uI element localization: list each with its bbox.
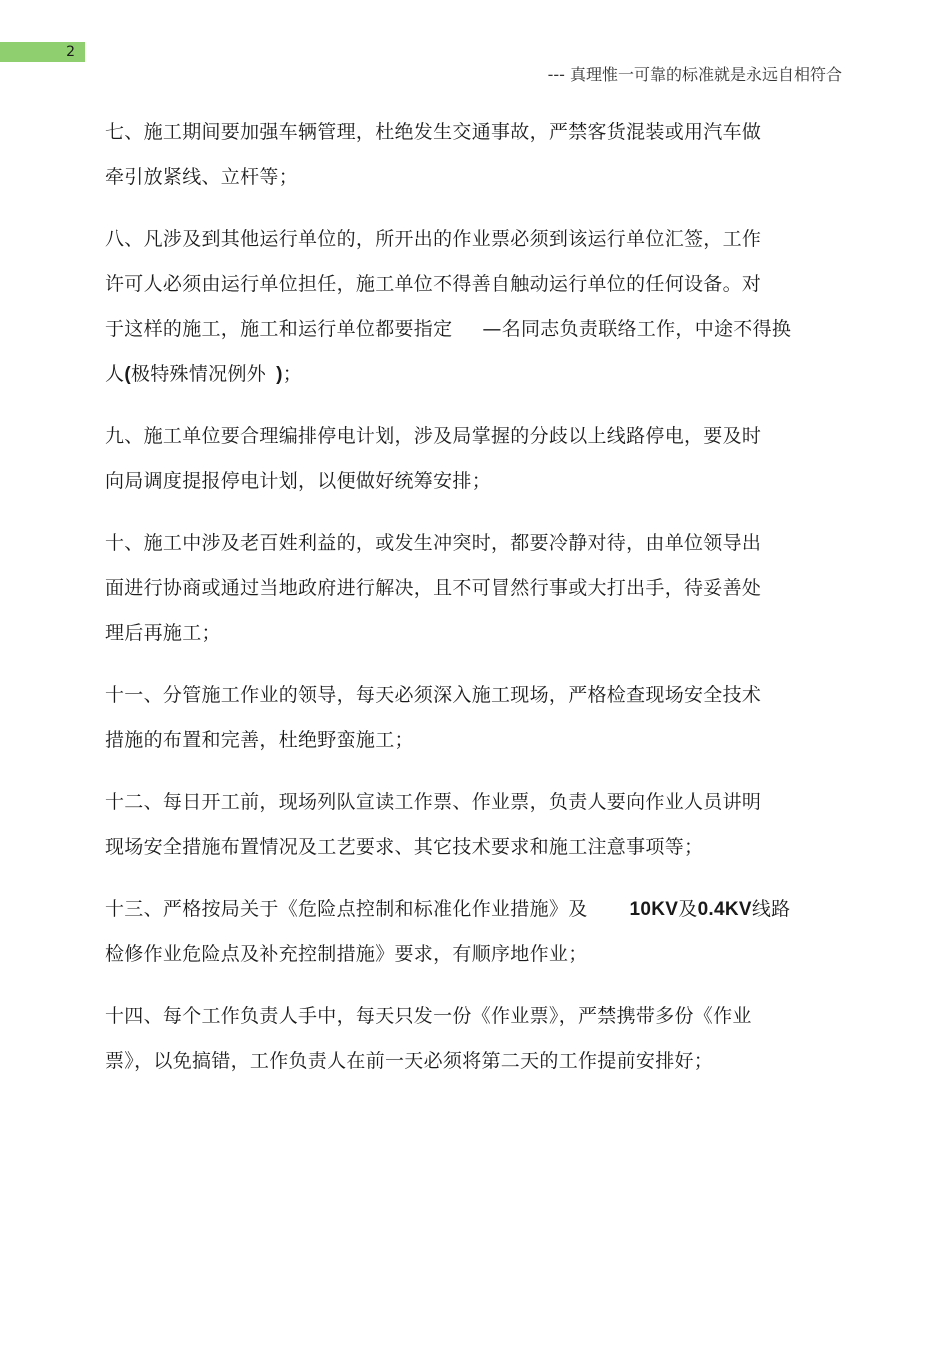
text-segment: 线路 [751,898,791,920]
paragraph-12 [105,780,865,870]
paragraph-line: 现场安全措施布置情况及工艺要求、其它技术要求和施工注意事项等； [105,836,704,858]
document-body [105,110,865,1101]
close-paren: ) [276,364,283,385]
voltage-label: 0.4KV [697,899,752,920]
paragraph-line: 十四、每个工作负责人手中，每天只发一份《作业票》，严禁携带多份《作业 [105,1005,752,1027]
paragraph-line: 措施的布置和完善，杜绝野蛮施工； [105,729,414,751]
paragraph-10 [105,521,865,656]
paragraph-line: 向局调度提报停电计划，以便做好统筹安排； [105,470,492,492]
paragraph-14 [105,994,865,1084]
paragraph-8 [105,217,865,397]
text-segment: —名同志负责联络工作，中途不得换 [482,318,792,340]
text-segment: 于这样的施工，施工和运行单位都要指定 [105,318,453,340]
text-segment: 人 [105,363,125,385]
paragraph-line: 检修作业危险点及补充控制措施》要求，有顺序地作业； [105,943,588,965]
paragraph-line: 面进行协商或通过当地政府进行解决，且不可冒然行事或大打出手，待妥善处 [105,577,762,599]
header-quote: --- 真理惟一可靠的标准就是永远自相符合 [547,65,842,84]
paragraph-line: 票》，以免搞错，工作负责人在前一天必须将第二天的工作提前安排好； [105,1050,714,1072]
paragraph-line [105,307,865,352]
paragraph-line: 十一、分管施工作业的领导，每天必须深入施工现场，严格检查现场安全技术 [105,684,762,706]
page-number-badge: 2 [0,42,85,62]
text-segment: 及 [678,898,698,920]
paragraph-line: 十、施工中涉及老百姓利益的，或发生冲突时，都要冷静对待，由单位领导出 [105,532,762,554]
voltage-label: 10KV [629,899,679,920]
text-segment: 极特殊情况例外 [130,363,267,385]
paragraph-line: 九、施工单位要合理编排停电计划，涉及局掌握的分歧以上线路停电，要及时 [105,425,762,447]
paragraph-line: 理后再施工； [105,622,221,644]
text-segment: ； [282,363,303,385]
paragraph-line: 牵引放紧线、立杆等； [105,166,299,188]
paragraph-line [105,887,865,932]
paragraph-line: 八、凡涉及到其他运行单位的，所开出的作业票必须到该运行单位汇签，工作 [105,228,762,250]
paragraph-line: 许可人必须由运行单位担任，施工单位不得善自触动运行单位的任何设备。对 [105,273,762,295]
paragraph-line [105,352,865,397]
text-segment: 十三、严格按局关于《危险点控制和标准化作业措施》及 [105,898,588,920]
paragraph-9 [105,414,865,504]
paragraph-11 [105,673,865,763]
paragraph-13 [105,887,865,977]
paragraph-line: 十二、每日开工前，现场列队宣读工作票、作业票，负责人要向作业人员讲明 [105,791,762,813]
paragraph-line: 七、施工期间要加强车辆管理，杜绝发生交通事故，严禁客货混装或用汽车做 [105,121,762,143]
paragraph-7 [105,110,865,200]
open-paren: ( [124,364,131,385]
